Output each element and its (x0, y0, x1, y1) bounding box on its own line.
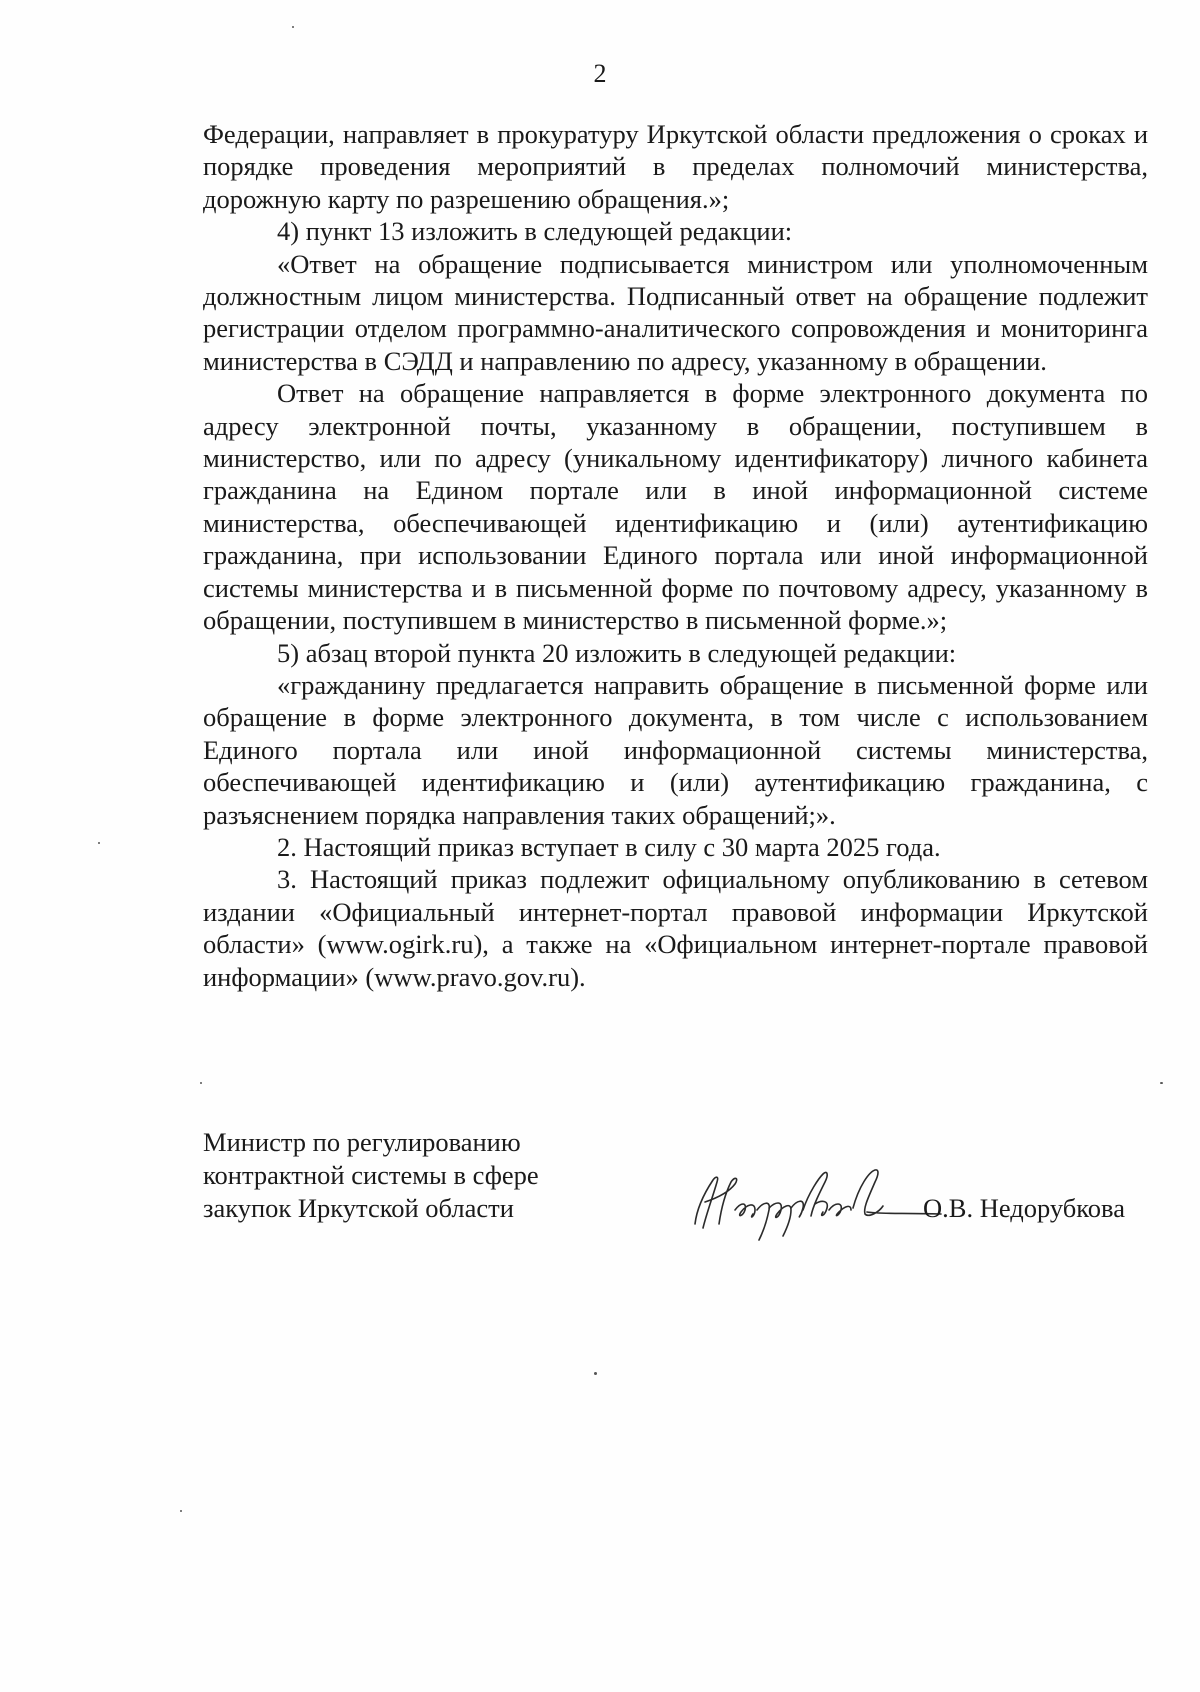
signatory-name: О.В. Недорубкова (923, 1193, 1125, 1223)
paragraph-3: «Ответ на обращение подписывается министром или уполномоченным должностным лицом министерства. Подписанный ответ на обращение подлежит регистрации отделом программно-аналитического сопровождения и мониторинга министерства в СЭДД и направлению по адресу, указанному в обращении. (203, 248, 1148, 376)
signature-block (203, 1126, 1148, 1246)
signatory-title (203, 1126, 623, 1225)
paragraph-6: «гражданину предлагается направить обращение в письменной форме или обращение в форме электронного документа, в том числе с использованием Единого портала или иной информационной системы министерства, обеспечивающей идентификацию и (или) аутентификацию гражданина, с разъяснением порядка направления таких обращений;». (203, 669, 1148, 830)
paragraph-4: Ответ на обращение направляется в форме электронного документа по адресу электронной почты, указанному в обращении, поступившем в министерство, или по адресу (уникальному идентификатору) личного кабинета гражданина на Едином портале или в иной информационной системе министерства, обеспечивающей идентификацию и (или) аутентификацию гражданина, при использовании Единого портала или иной информационной системы министерства и в письменной форме по почтовому адресу, указанному в обращении, поступившем в министерство в письменной форме.»; (203, 378, 1148, 636)
scan-speck (292, 26, 294, 28)
paragraph-1: Федерации, направляет в прокуратуру Иркутской области предложения о сроках и порядке проведения мероприятий в пределах полномочий министерства, дорожную карту по разрешению обращения.»; (203, 119, 1148, 214)
document-body (203, 118, 1148, 993)
handwritten-signature (683, 1162, 943, 1242)
signatory-title-line-3: закупок Иркутской области (203, 1193, 514, 1223)
scan-speck (594, 1372, 597, 1375)
signatory-title-line-2: контрактной системы в сфере (203, 1160, 539, 1190)
page-number: 2 (593, 59, 607, 88)
paragraph-8: 3. Настоящий приказ подлежит официальному опубликованию в сетевом издании «Официальный интернет-портал правовой информации Иркутской области» (www.ogirk.ru), а также на «Официальном интернет-портале правовой информации» (www.pravo.gov.ru). (203, 864, 1148, 992)
scan-speck (200, 1082, 202, 1084)
paragraph-2: 4) пункт 13 изложить в следующей редакции: (277, 216, 793, 247)
scan-speck (1160, 1082, 1163, 1084)
paragraph-7: 2. Настоящий приказ вступает в силу с 30 марта 2025 года. (277, 831, 941, 862)
paragraph-5: 5) абзац второй пункта 20 изложить в следующей редакции: (277, 637, 957, 668)
scan-speck (180, 1510, 182, 1512)
signatory-title-line-1: Министр по регулированию (203, 1127, 521, 1157)
scan-speck (98, 842, 100, 844)
